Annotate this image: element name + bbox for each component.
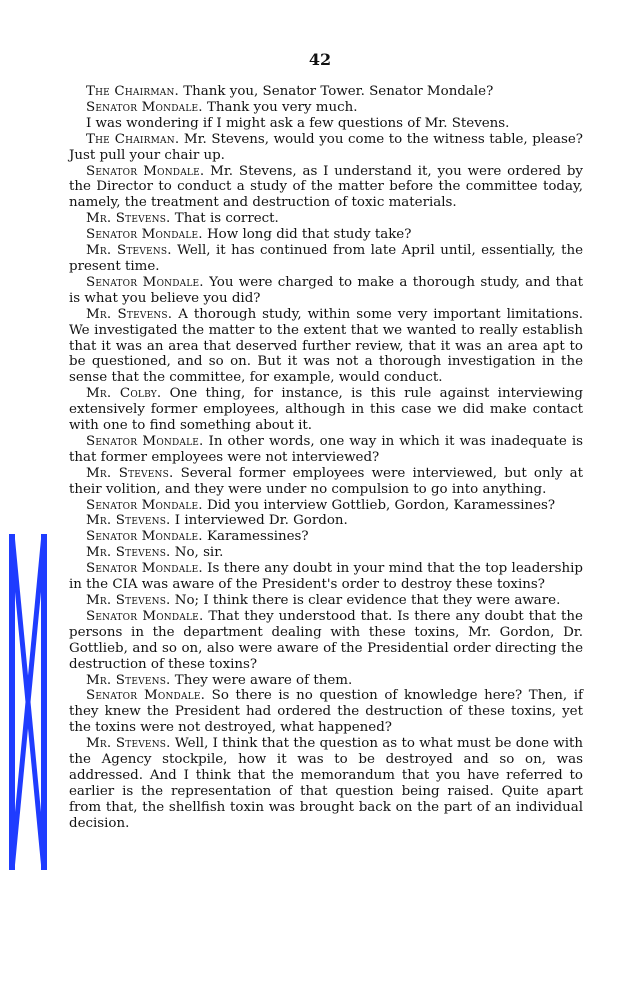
transcript-paragraph: Mr. Stevens. They were aware of them. (86, 672, 353, 688)
transcript-paragraph: Mr. Stevens. Several former employees were interviewed, but only at their volition, and they were under no compulsion to go into anything. (69, 465, 583, 497)
transcript-paragraph: Senator Mondale. How long did that study take? (86, 227, 412, 243)
transcript-paragraph: The Chairman. Thank you, Senator Tower. Senator Mondale? (86, 84, 494, 99)
transcript-paragraph: Mr. Stevens. No, sir. (86, 545, 224, 561)
transcript-paragraph: Mr. Colby. One thing, for instance, is this rule against interviewing extensively former employees, although in this case we did make contact with one to find something about it. (69, 386, 583, 434)
transcript-paragraph: Senator Mondale. That they understood that. Is there any doubt that the persons in the department dealing with these toxins, Mr. Gordon, Dr. Gottlieb, and so on, also were aware of the Presidential order directing the destruction of these toxins? (69, 608, 583, 672)
transcript-paragraph: Senator Mondale. Is there any doubt in your mind that the top leadership in the CIA was aware of the President's order to destroy these toxins? (69, 561, 583, 593)
transcript-paragraph: Senator Mondale. So there is no question of knowledge here? Then, if they knew the President had ordered the destruction of these toxins, yet the toxins were not destroyed, what happened? (69, 688, 583, 736)
transcript-paragraph: Mr. Stevens. A thorough study, within some very important limitations. We investigated the matter to the extent that we wanted to really establish that it was an area that deserved further review, that it was an area apt to be questioned, and so on. But it was not a thorough investigation in the sense that the committee, for example, would conduct. (69, 306, 583, 386)
margin-mark (8, 534, 48, 874)
transcript-paragraph: Senator Mondale. In other words, one way in which it was inadequate is that former employees were not interviewed? (69, 433, 583, 465)
transcript-paragraph: Mr. Stevens. No; I think there is clear evidence that they were aware. (86, 593, 561, 608)
transcript-paragraph: Senator Mondale. Thank you very much. (86, 99, 358, 115)
page-number: 42 (308, 50, 332, 69)
transcript-paragraph: Mr. Stevens. Well, it has continued from late April until, essentially, the present time. (69, 243, 584, 274)
transcript-paragraph: I was wondering if I might ask a few questions of Mr. Stevens. (86, 115, 510, 131)
transcript-body (69, 84, 583, 832)
transcript-paragraph: Mr. Stevens. Well, I think that the question as to what must be done with the Agency stockpile, how it was to be destroyed and so on, was addressed. And I think that the memorandum that you have referred to earlier is the representation of that question being raised. Quite apart from that, the shellfish toxin was brought back on the part of an individual decision. (69, 736, 583, 831)
transcript-paragraph: Senator Mondale. You were charged to make a thorough study, and that is what you believe you did? (69, 274, 583, 306)
transcript-paragraph: Senator Mondale. Mr. Stevens, as I understand it, you were ordered by the Director to conduct a study of the matter before the committee today, namely, the treatment and destruction of toxic materials. (69, 163, 583, 211)
transcript-paragraph: The Chairman. Mr. Stevens, would you come to the witness table, please? Just pull your chair up. (69, 131, 583, 163)
transcript-paragraph: Senator Mondale. Karamessines? (86, 529, 309, 545)
transcript-paragraph: Senator Mondale. Did you interview Gottlieb, Gordon, Karamessines? (86, 497, 556, 513)
transcript-paragraph: Mr. Stevens. That is correct. (86, 211, 279, 227)
transcript-paragraph: Mr. Stevens. I interviewed Dr. Gordon. (86, 513, 348, 529)
